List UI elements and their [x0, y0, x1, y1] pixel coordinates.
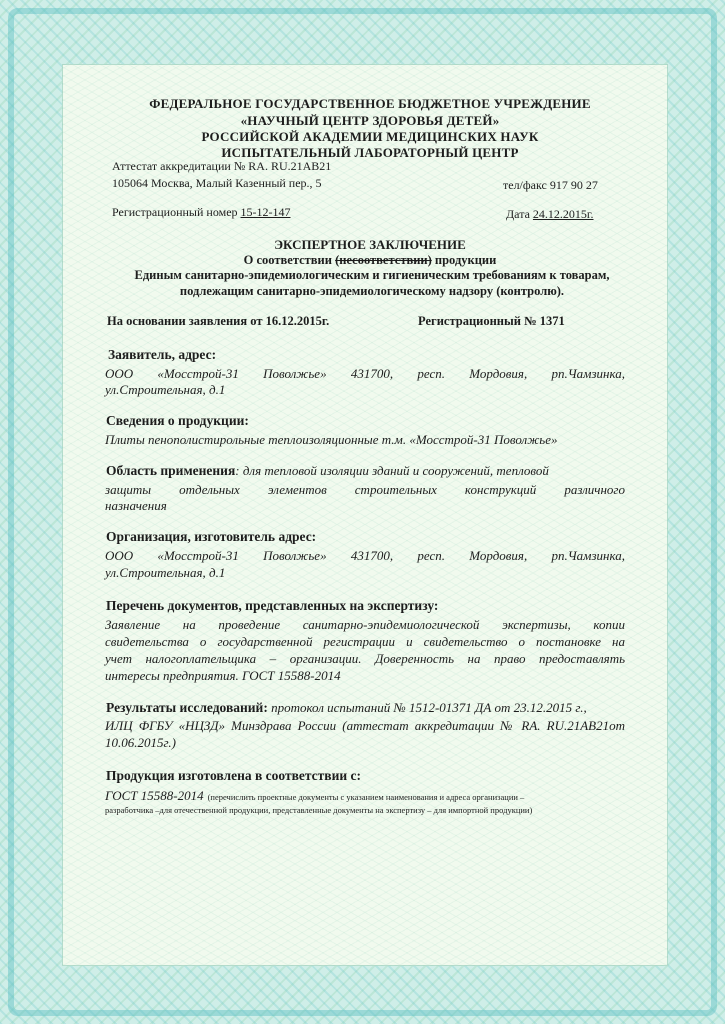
accreditation-text: Аттестат аккредитации № RA. RU.21AB21: [112, 159, 332, 173]
applicant-label: Заявитель, адрес:: [108, 347, 217, 362]
conformity-suffix: продукции: [434, 253, 497, 267]
results-text-1: протокол испытаний № 1512-01371 ДА от 23.12.2015 г.,: [267, 700, 587, 715]
conformity-struck: (несоответствии): [335, 253, 432, 267]
conformity-line: [100, 253, 640, 268]
product-description: Плиты пенополистирольные теплоизоляционные т.м. «Мосстрой-31 Поволжье»: [105, 432, 558, 447]
scope-text-1: : для тепловой изоляции зданий и сооружений, тепловой: [235, 463, 549, 478]
product-label: Сведения о продукции:: [106, 413, 249, 428]
org-line-3: РОССИЙСКОЙ АКАДЕМИИ МЕДИЦИНСКИХ НАУК: [201, 129, 539, 144]
manufacturer-label: Организация, изготовитель адрес:: [106, 529, 317, 544]
produced-note-2: разработчика –для отечественной продукции, представленные документы на экспертизу – для импортной продукции): [105, 805, 533, 815]
results-line-2: ИЛЦ ФГБУ «НЦЗД» Минздрава России (аттестат аккредитации № RA. RU.21AB21от: [105, 718, 625, 733]
produced-note-1: (перечислить проектные документы с указанием наименования и адреса организации –: [207, 792, 525, 802]
manufacturer-line-1: ООО «Мосстрой-31 Поволжье» 431700, респ. Мордовия, рп.Чамзинка,: [105, 548, 625, 563]
documents-line-3: учет налогоплательщика – организации. Доверенность на право предоставлять: [105, 651, 625, 666]
address-text: 105064 Москва, Малый Казенный пер., 5: [112, 176, 322, 190]
results-line-3: 10.06.2015г.): [105, 735, 176, 750]
org-line-1: ФЕДЕРАЛЬНОЕ ГОСУДАРСТВЕННОЕ БЮДЖЕТНОЕ УЧРЕЖДЕНИЕ: [149, 96, 591, 111]
phone-fax-text: тел/факс 917 90 27: [503, 178, 598, 192]
produced-label: Продукция изготовлена в соответствии с:: [106, 768, 362, 783]
scope-label: Область применения: [106, 463, 236, 478]
basis-registration: Регистрационный № 1371: [418, 314, 565, 328]
scope-line-2: защиты отдельных элементов строительных конструкций различного: [105, 482, 625, 497]
document-body: [62, 64, 668, 966]
results-label: Результаты исследований:: [106, 700, 268, 715]
document-title: ЭКСПЕРТНОЕ ЗАКЛЮЧЕНИЕ: [274, 237, 466, 252]
documents-line-1: Заявление на проведение санитарно-эпидемиологической экспертизы, копии: [105, 617, 625, 632]
applicant-line-1: ООО «Мосстрой-31 Поволжье» 431700, респ. Мордовия, рп.Чамзинка,: [105, 366, 625, 381]
registration-value: 15-12-147: [240, 205, 291, 219]
manufacturer-line-2: ул.Строительная, д.1: [105, 565, 226, 580]
org-line-4: ИСПЫТАТЕЛЬНЫЙ ЛАБОРАТОРНЫЙ ЦЕНТР: [221, 145, 519, 160]
document-date: [506, 207, 594, 222]
date-value: 24.12.2015г.: [532, 207, 594, 221]
conformity-prefix: О соответствии: [243, 253, 332, 267]
documents-line-2: свидетельства о государственной регистрации и свидетельство о постановке на: [105, 634, 625, 649]
results-line-1: [106, 699, 626, 717]
produced-line-1: [105, 787, 625, 805]
produced-gost: ГОСТ 15588-2014: [105, 788, 204, 803]
scope-line-3: назначения: [105, 498, 167, 513]
org-line-2: «НАУЧНЫЙ ЦЕНТР ЗДОРОВЬЯ ДЕТЕЙ»: [240, 113, 500, 128]
basis-text: На основании заявления от 16.12.2015г.: [107, 314, 330, 328]
date-label: Дата: [506, 207, 530, 221]
requirements-line-2: подлежащим санитарно-эпидемиологическому надзору (контролю).: [179, 284, 565, 298]
requirements-line-1: Единым санитарно-эпидемиологическим и гигиеническим требованиям к товарам,: [134, 268, 610, 282]
applicant-line-2: ул.Строительная, д.1: [105, 382, 226, 397]
scope-line-1: [106, 462, 626, 480]
documents-label: Перечень документов, представленных на экспертизу:: [106, 598, 439, 613]
registration-number: [112, 205, 291, 220]
documents-line-4: интересы предприятия. ГОСТ 15588-2014: [105, 668, 341, 683]
registration-label: Регистрационный номер: [112, 205, 238, 219]
